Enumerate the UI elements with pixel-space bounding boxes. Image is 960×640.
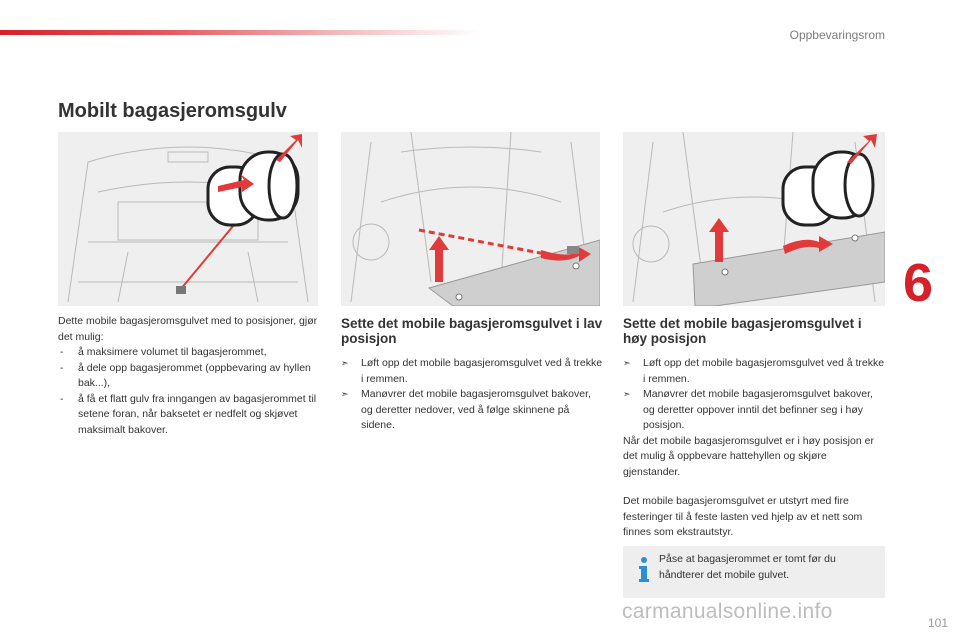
intro-item: - å dele opp bagasjerommet (oppbevaring av hyllen bak...), [58, 361, 320, 392]
watermark: carmanualsonline.info [622, 600, 833, 623]
low-step [341, 356, 603, 387]
illustration-low-position [341, 132, 600, 306]
high-position-drawing [623, 132, 885, 306]
low-position-heading: Sette det mobile bagasjeromsgulvet i lav posisjon [341, 316, 603, 346]
page-number: 101 [927, 616, 948, 630]
low-position-drawing [341, 132, 600, 306]
high-position-heading: Sette det mobile bagasjeromsgulvet i høy posisjon [623, 316, 862, 346]
step-marker-icon: ➣ [623, 389, 631, 399]
fasteners-text: Det mobile bagasjeromsgulvet er utstyrt med fire festeringer til å feste lasten ved hjelp av et nett som finnes som ekstrautstyr. [623, 495, 863, 538]
page-title: Mobilt bagasjeromsgulv [58, 100, 287, 122]
high-steps [623, 356, 885, 434]
illustration-high-position [623, 132, 885, 306]
high-step [623, 356, 885, 387]
high-step [623, 387, 885, 434]
step-marker-icon: ➣ [623, 358, 631, 368]
strap-zoom-high [783, 152, 873, 225]
header-accent-bar [0, 30, 480, 35]
intro-lead: Dette mobile bagasjeromsgulvet med to posisjoner, gjør det mulig: [58, 315, 318, 343]
step-text: Manøvrer det mobile bagasjeromsgulvet bakover, og deretter nedover, ved å følge skinnene på sidene. [361, 388, 591, 431]
high-after-text: Når det mobile bagasjeromsgulvet er i høy posisjon er det mulig å oppbevare hattehyllen og skjøre gjenstander. [623, 434, 874, 478]
low-step [341, 387, 603, 434]
note-text: Påse at bagasjerommet er tomt før du håndterer det mobile gulvet. [659, 553, 836, 581]
intro-list [58, 345, 320, 438]
intro-item: - å maksimere volumet til bagasjerommet, [58, 345, 320, 361]
step-marker-icon: ➣ [341, 389, 349, 399]
step-text: Manøvrer det mobile bagasjeromsgulvet bakover, og deretter oppover inntil det befinner seg i høy posisjon. [643, 388, 873, 431]
info-icon [635, 554, 653, 584]
section-label: Oppbevaringsrom [789, 28, 885, 42]
trunk-overview-drawing [58, 132, 318, 306]
intro-item: - å få et flatt gulv fra inngangen av bagasjerommet til setene foran, når baksetet er nedfelt og skjøvet maksimalt bakover. [58, 392, 320, 439]
info-note [623, 546, 885, 598]
high-position-column [623, 316, 885, 541]
low-position-column [341, 316, 603, 434]
step-marker-icon: ➣ [341, 358, 349, 368]
chapter-number: 6 [903, 253, 934, 313]
step-text: Løft opp det mobile bagasjeromsgulvet ved å trekke i remmen. [361, 357, 603, 385]
illustration-trunk-overview [58, 132, 318, 306]
intro-column [58, 314, 320, 438]
low-steps [341, 356, 603, 434]
step-text: Løft opp det mobile bagasjeromsgulvet ved å trekke i remmen. [643, 357, 885, 385]
